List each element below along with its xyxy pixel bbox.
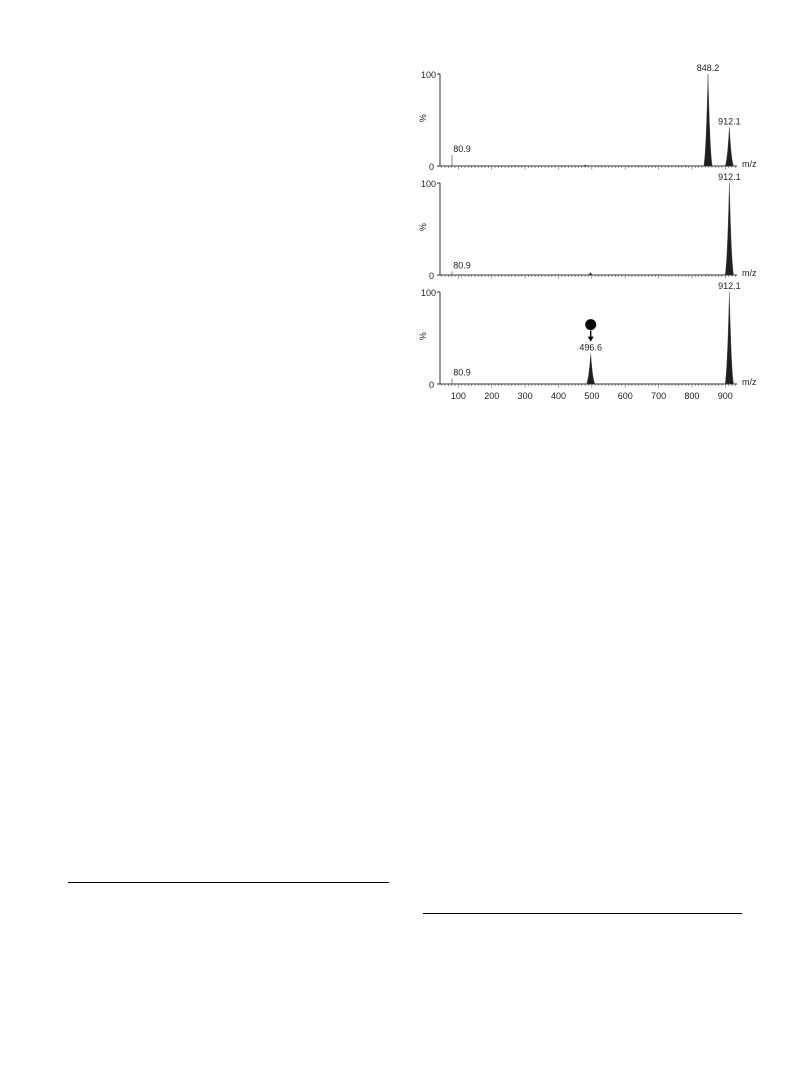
y-axis-label: %	[418, 114, 428, 123]
y-tick-label: 100	[420, 288, 436, 298]
y-tick-label: 100	[420, 179, 436, 189]
x-axis-unit: m/z	[742, 159, 757, 169]
y-axis-label: %	[418, 332, 428, 341]
peak-label: 496.6	[579, 342, 602, 353]
y-tick-label: 100	[420, 70, 436, 80]
x-tick-label: 200	[484, 391, 500, 401]
y-tick-label: 0	[428, 162, 434, 172]
peak-label: 912.1	[718, 172, 741, 182]
y-tick-label: 0	[428, 380, 434, 390]
peak-label: 80.9	[453, 260, 471, 271]
spectrum-peak	[725, 292, 733, 384]
spectrum-peak	[587, 354, 595, 384]
spectrum-peak	[725, 183, 733, 275]
mass-spectra-figure	[410, 60, 757, 410]
arrow-down-icon	[588, 337, 594, 342]
baseline-noise-peak	[589, 272, 593, 275]
spectrum-panel-2	[418, 172, 757, 281]
x-axis-unit: m/z	[742, 377, 757, 387]
footnote-rule-left	[68, 882, 389, 883]
footnote-rule-right	[423, 913, 742, 914]
precursor-circle-icon	[585, 319, 596, 330]
x-axis-unit: m/z	[742, 268, 757, 278]
x-tick-label: 600	[617, 391, 633, 401]
peak-label: 912.1	[718, 116, 741, 127]
spectrum-panel-3	[418, 281, 757, 401]
peak-label: 80.9	[453, 367, 471, 378]
peak-label: 80.9	[453, 143, 471, 154]
baseline-noise-peak	[583, 165, 587, 166]
x-tick-label: 700	[651, 391, 667, 401]
peak-label: 912.1	[718, 281, 741, 291]
y-tick-label: 0	[428, 271, 434, 281]
spectrum-peak	[704, 74, 712, 166]
x-tick-label: 400	[550, 391, 566, 401]
peak-label: 848.2	[696, 63, 720, 73]
x-tick-label: 900	[717, 391, 733, 401]
y-axis-label: %	[418, 223, 428, 232]
spectrum-panel-1	[418, 63, 757, 172]
x-tick-label: 500	[584, 391, 600, 401]
x-tick-label: 300	[517, 391, 533, 401]
x-tick-label: 800	[684, 391, 700, 401]
x-tick-label: 100	[450, 391, 466, 401]
spectrum-peak	[725, 127, 733, 166]
